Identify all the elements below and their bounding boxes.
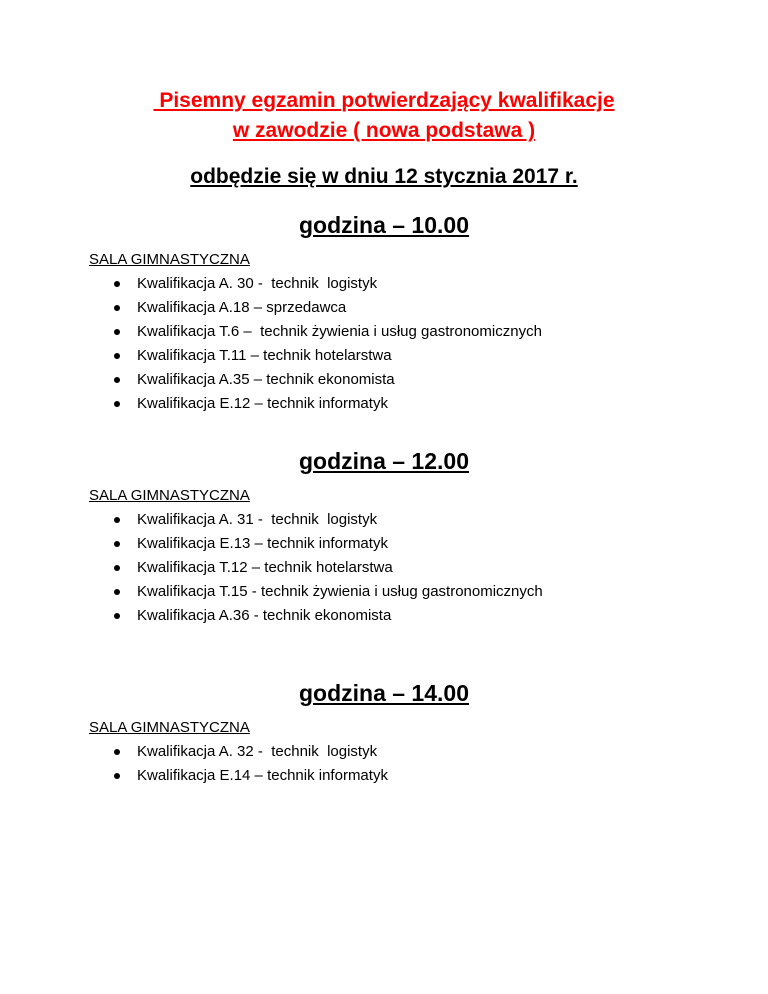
list-item-text: Kwalifikacja A. 30 - technik logistyk xyxy=(137,275,378,292)
list-item xyxy=(0,556,768,580)
session-hour: godzina – 10.00 xyxy=(298,212,469,238)
qualification-list xyxy=(0,508,768,628)
title-line-1: Pisemny egzamin potwierdzający kwalifikacje xyxy=(153,89,615,112)
list-item-text: Kwalifikacja T.11 – technik hotelarstwa xyxy=(137,347,392,364)
bullet-icon xyxy=(114,589,120,595)
exam-date: odbędzie się w dniu 12 stycznia 2017 r. xyxy=(190,165,578,188)
list-item xyxy=(0,508,768,532)
session-14 xyxy=(0,676,768,788)
list-item xyxy=(0,296,768,320)
bullet-icon xyxy=(114,541,120,547)
bullet-icon xyxy=(114,377,120,383)
list-item xyxy=(0,368,768,392)
list-item xyxy=(0,532,768,556)
bullet-icon xyxy=(114,281,120,287)
list-item-text: Kwalifikacja E.14 – technik informatyk xyxy=(137,767,388,784)
list-item xyxy=(0,604,768,628)
list-item-text: Kwalifikacja A.36 - technik ekonomista xyxy=(137,607,392,624)
bullet-icon xyxy=(114,401,120,407)
list-item-text: Kwalifikacja E.13 – technik informatyk xyxy=(137,535,388,552)
bullet-icon xyxy=(114,305,120,311)
session-hall: SALA GIMNASTYCZNA xyxy=(89,487,250,504)
list-item xyxy=(0,580,768,604)
qualification-list xyxy=(0,740,768,788)
bullet-icon xyxy=(114,565,120,571)
list-item-text: Kwalifikacja A. 31 - technik logistyk xyxy=(137,511,378,528)
list-item-text: Kwalifikacja A.35 – technik ekonomista xyxy=(137,371,395,388)
list-item-text: Kwalifikacja A. 32 - technik logistyk xyxy=(137,743,378,760)
list-item xyxy=(0,764,768,788)
list-item xyxy=(0,272,768,296)
bullet-icon xyxy=(114,613,120,619)
list-item xyxy=(0,740,768,764)
bullet-icon xyxy=(114,773,120,779)
list-item-text: Kwalifikacja T.6 – technik żywienia i usług gastronomicznych xyxy=(137,323,542,340)
bullet-icon xyxy=(114,517,120,523)
bullet-icon xyxy=(114,329,120,335)
list-item-text: Kwalifikacja T.12 – technik hotelarstwa xyxy=(137,559,393,576)
session-hall: SALA GIMNASTYCZNA xyxy=(89,719,250,736)
list-item xyxy=(0,392,768,416)
bullet-icon xyxy=(114,749,120,755)
session-12 xyxy=(0,444,768,628)
session-hour: godzina – 12.00 xyxy=(298,448,469,474)
list-item-text: Kwalifikacja A.18 – sprzedawca xyxy=(137,299,347,316)
list-item xyxy=(0,344,768,368)
qualification-list xyxy=(0,272,768,416)
list-item xyxy=(0,320,768,344)
session-10 xyxy=(0,208,768,416)
title-line-2: w zawodzie ( nowa podstawa ) xyxy=(232,119,536,142)
session-hour: godzina – 14.00 xyxy=(298,680,469,706)
list-item-text: Kwalifikacja E.12 – technik informatyk xyxy=(137,395,388,412)
list-item-text: Kwalifikacja T.15 - technik żywienia i usług gastronomicznych xyxy=(137,583,543,600)
session-hall: SALA GIMNASTYCZNA xyxy=(89,251,250,268)
bullet-icon xyxy=(114,353,120,359)
